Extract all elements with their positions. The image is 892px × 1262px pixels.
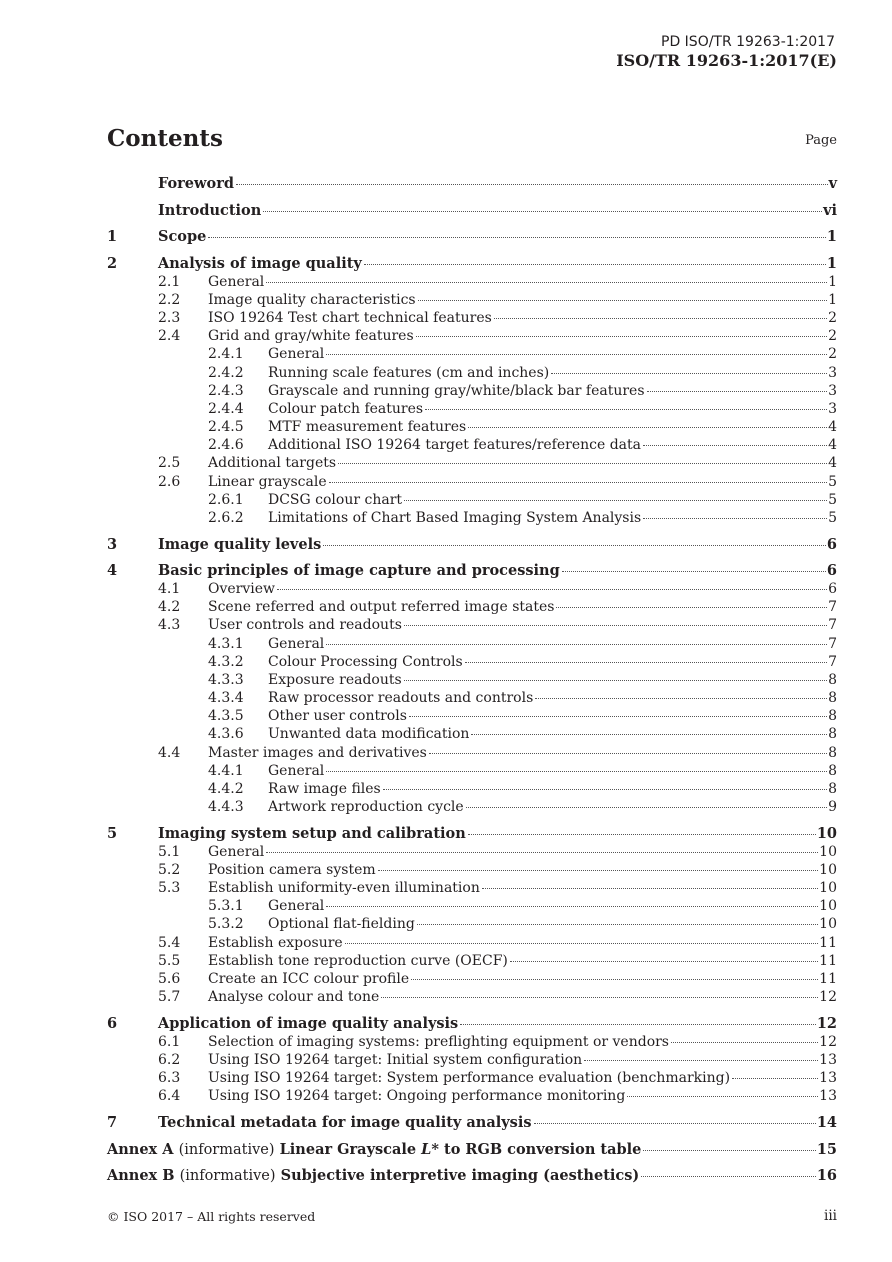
toc-entry-number: 5.5	[158, 952, 181, 969]
toc-entry-number: 4.4.3	[208, 799, 244, 816]
toc-entry-page: 10	[819, 916, 837, 933]
dot-leader	[468, 427, 827, 428]
toc-entry[interactable]	[107, 309, 837, 327]
toc-entry-page: 13	[819, 1070, 837, 1087]
annex-title: Subjective interpretive imaging (aesthetics)	[280, 1167, 640, 1185]
dot-leader	[266, 852, 818, 853]
toc-entry[interactable]	[107, 988, 837, 1006]
toc-entry-number: 5.6	[158, 970, 181, 987]
toc-entry[interactable]	[107, 1114, 837, 1132]
dot-leader	[404, 625, 827, 626]
annex-qualifier: (informative)	[179, 1168, 276, 1185]
copyright-notice: © ISO 2017 – All rights reserved	[107, 1209, 316, 1224]
toc-entry-number: 2.6	[158, 473, 181, 490]
toc-entry[interactable]	[107, 915, 837, 933]
annex-title: Linear Grayscale	[279, 1140, 422, 1158]
dot-leader	[534, 1123, 816, 1124]
toc-entry[interactable]	[107, 202, 837, 220]
toc-entry-title: Analysis of image quality	[158, 254, 362, 272]
toc-entry-title: Unwanted data modification	[268, 726, 470, 743]
toc-entry-title: DCSG colour chart	[268, 491, 403, 508]
toc-entry-page: 7	[828, 599, 837, 616]
toc-entry-title: MTF measurement features	[268, 419, 467, 436]
toc-entry-page: 3	[828, 382, 837, 399]
table-of-contents	[107, 175, 837, 1185]
toc-entry-page: 1	[828, 273, 837, 290]
page-column-label: Page	[805, 133, 837, 148]
toc-entry-page: 10	[816, 824, 837, 842]
toc-entry-number: 1	[107, 228, 118, 246]
dot-leader	[627, 1096, 818, 1097]
toc-entry[interactable]	[107, 291, 837, 309]
document-code-header-bold: ISO/TR 19263-1:2017(E)	[616, 51, 837, 70]
toc-entry-number: 6	[107, 1014, 118, 1032]
toc-entry[interactable]	[107, 707, 837, 725]
toc-entry-title: Exposure readouts	[268, 671, 402, 688]
toc-entry-number: 2.2	[158, 291, 181, 308]
toc-entry[interactable]	[107, 382, 837, 400]
toc-entry-page: 6	[826, 562, 837, 580]
dot-leader	[404, 500, 827, 501]
dot-leader	[378, 870, 819, 871]
dot-leader	[643, 518, 827, 519]
toc-entry[interactable]	[107, 473, 837, 491]
toc-entry-title: Limitations of Chart Based Imaging System Analysis	[268, 509, 642, 526]
toc-entry-title: General	[268, 346, 325, 363]
dot-leader	[326, 644, 827, 645]
toc-entry-page: 4	[828, 455, 837, 472]
toc-entry-title: Foreword	[158, 175, 234, 192]
dot-leader	[338, 463, 827, 464]
toc-entry[interactable]	[107, 228, 837, 246]
annex-qualifier: (informative)	[178, 1141, 275, 1158]
toc-entry-number: 7	[107, 1114, 118, 1131]
toc-entry-title: Overview	[208, 581, 276, 598]
annex-title-italic: L	[421, 1140, 432, 1158]
toc-entry-number: 4.4.1	[208, 762, 244, 779]
toc-entry-number: 2.6.2	[208, 509, 244, 526]
toc-entry-number: 4.3.5	[208, 708, 244, 725]
dot-leader	[643, 445, 827, 446]
dot-leader	[647, 391, 828, 392]
toc-entry-page: 11	[819, 952, 837, 969]
toc-entry-number: 2.4.4	[208, 400, 244, 417]
toc-entry[interactable]	[107, 400, 837, 418]
dot-leader	[236, 184, 828, 185]
toc-entry-number: 6.4	[158, 1088, 181, 1105]
dot-leader	[494, 318, 827, 319]
toc-entry-title: Additional ISO 19264 target features/reference data	[268, 437, 641, 454]
toc-entry[interactable]	[107, 671, 837, 689]
toc-entry[interactable]	[107, 1015, 837, 1033]
toc-entry-title: Scene referred and output referred image states	[208, 599, 555, 616]
dot-leader	[732, 1078, 818, 1079]
dot-leader	[345, 943, 818, 944]
dot-leader	[429, 753, 827, 754]
toc-entry-number: 4.4.2	[208, 780, 244, 797]
toc-entry[interactable]	[107, 798, 837, 816]
toc-entry[interactable]	[107, 491, 837, 509]
toc-entry[interactable]	[107, 616, 837, 634]
dot-leader	[364, 264, 826, 265]
toc-entry-title: Master images and derivatives	[208, 744, 427, 761]
toc-entry[interactable]	[107, 273, 837, 291]
toc-entry-number: 4.3	[158, 617, 181, 634]
dot-leader	[671, 1042, 818, 1043]
toc-entry[interactable]	[107, 418, 837, 436]
dot-leader	[425, 409, 827, 410]
toc-entry-page: 1	[828, 291, 837, 308]
toc-entry-title: Grayscale and running gray/white/black bar features	[268, 382, 645, 399]
dot-leader	[329, 482, 827, 483]
toc-entry-page: 3	[828, 400, 837, 417]
toc-entry-title: Colour Processing Controls	[268, 653, 463, 670]
toc-annex-title	[107, 1141, 641, 1159]
toc-entry-page: 9	[828, 799, 837, 816]
toc-entry-title: General	[208, 843, 265, 860]
toc-entry-number: 5.7	[158, 989, 181, 1006]
toc-entry-number: 2	[107, 254, 118, 272]
toc-entry-number: 6.3	[158, 1070, 181, 1087]
dot-leader	[584, 1060, 818, 1061]
toc-annex-page: 15	[816, 1140, 837, 1158]
toc-entry-title: Establish exposure	[208, 934, 343, 951]
toc-entry-page: 2	[828, 328, 837, 345]
toc-entry[interactable]	[107, 580, 837, 598]
dot-leader	[643, 1150, 815, 1151]
toc-entry-title: Imaging system setup and calibration	[158, 824, 466, 842]
toc-entry[interactable]	[107, 635, 837, 653]
toc-entry-page: 12	[816, 1014, 837, 1032]
toc-entry-number: 2.4.6	[208, 437, 244, 454]
toc-entry[interactable]	[107, 843, 837, 861]
toc-entry-number: 4	[107, 562, 118, 580]
dot-leader	[562, 571, 826, 572]
toc-entry-page: 10	[819, 898, 837, 915]
toc-entry-title: User controls and readouts	[208, 617, 402, 634]
toc-entry-page: 4	[828, 419, 837, 436]
toc-entry-number: 4.3.3	[208, 671, 244, 688]
toc-entry[interactable]	[107, 598, 837, 616]
toc-entry[interactable]	[107, 364, 837, 382]
dot-leader	[383, 789, 827, 790]
toc-entry-page: 5	[828, 473, 837, 490]
toc-entry-page: 14	[816, 1114, 837, 1131]
dot-leader	[418, 300, 827, 301]
dot-leader	[460, 1024, 816, 1025]
annex-label: Annex B	[107, 1167, 175, 1185]
toc-entry[interactable]	[107, 689, 837, 707]
dot-leader	[263, 211, 822, 212]
toc-entry-page: 2	[828, 346, 837, 363]
toc-entry-number: 2.3	[158, 310, 181, 327]
toc-entry-title: Optional flat-fielding	[268, 916, 415, 933]
toc-entry-title: General	[268, 635, 325, 652]
toc-entry-page: 7	[828, 653, 837, 670]
dot-leader	[510, 961, 818, 962]
toc-entry[interactable]	[107, 536, 837, 554]
toc-entry-page: 13	[819, 1088, 837, 1105]
dot-leader	[417, 924, 818, 925]
dot-leader	[535, 698, 827, 699]
toc-entry-number: 5	[107, 824, 118, 842]
toc-entry-title: Basic principles of image capture and processing	[158, 562, 560, 580]
toc-entry-title: Artwork reproduction cycle	[268, 799, 464, 816]
toc-entry-title: Additional targets	[208, 455, 337, 472]
toc-entry-number: 2.4.2	[208, 364, 244, 381]
toc-entry-page: 12	[819, 989, 837, 1006]
dot-leader	[409, 716, 827, 717]
toc-entry-number: 5.3.2	[208, 916, 244, 933]
toc-entry[interactable]	[107, 897, 837, 915]
dot-leader	[326, 771, 827, 772]
toc-entry-title: Using ISO 19264 target: Initial system configuration	[208, 1051, 583, 1068]
toc-entry-number: 4.3.6	[208, 726, 244, 743]
toc-entry-title: Other user controls	[268, 708, 407, 725]
dot-leader	[482, 888, 818, 889]
toc-entry-page: 10	[819, 861, 837, 878]
toc-entry-number: 4.4	[158, 744, 181, 761]
toc-entry-number: 2.4.3	[208, 382, 244, 399]
toc-entry-page: 6	[828, 581, 837, 598]
toc-entry[interactable]	[107, 780, 837, 798]
page-title: Contents	[107, 125, 223, 152]
toc-entry-number: 5.2	[158, 861, 181, 878]
toc-entry[interactable]	[107, 454, 837, 472]
toc-entry-page: 6	[826, 535, 837, 553]
toc-entry-title: Position camera system	[208, 861, 376, 878]
dot-leader	[381, 997, 818, 998]
dot-leader	[641, 1176, 816, 1177]
toc-entry[interactable]	[107, 653, 837, 671]
toc-entry-page: 2	[828, 310, 837, 327]
toc-entry[interactable]	[107, 1069, 837, 1087]
toc-entry-number: 6.1	[158, 1033, 181, 1050]
toc-entry-page: 8	[828, 744, 837, 761]
toc-entry-number: 2.5	[158, 455, 181, 472]
toc-annex-title	[107, 1167, 639, 1185]
toc-entry-title: Scope	[158, 228, 207, 246]
dot-leader	[471, 734, 827, 735]
toc-entry-title: Using ISO 19264 target: System performance evaluation (benchmarking)	[208, 1070, 731, 1087]
dot-leader	[556, 607, 827, 608]
toc-entry-page: 8	[828, 671, 837, 688]
toc-entry-title: Analyse colour and tone	[208, 989, 380, 1006]
toc-entry[interactable]	[107, 861, 837, 879]
toc-entry-title: Raw image files	[268, 780, 381, 797]
toc-entry-page: 7	[828, 635, 837, 652]
dot-leader	[208, 237, 826, 238]
toc-entry-number: 3	[107, 535, 118, 553]
toc-entry-title: Running scale features (cm and inches)	[268, 364, 550, 381]
toc-entry-page: 8	[828, 708, 837, 725]
toc-entry[interactable]	[107, 509, 837, 527]
dot-leader	[277, 589, 827, 590]
annex-title-suffix: * to RGB conversion table	[431, 1140, 642, 1158]
toc-entry-number: 2.4.1	[208, 346, 244, 363]
toc-entry-number: 2.6.1	[208, 491, 244, 508]
dot-leader	[326, 354, 827, 355]
toc-entry-title: Technical metadata for image quality analysis	[158, 1114, 532, 1131]
dot-leader	[468, 834, 816, 835]
dot-leader	[416, 336, 827, 337]
toc-entry-title: General	[268, 762, 325, 779]
dot-leader	[466, 807, 827, 808]
toc-entry-page: 10	[819, 843, 837, 860]
dot-leader	[411, 979, 818, 980]
toc-entry-number: 4.3.1	[208, 635, 244, 652]
toc-annex-entry[interactable]	[107, 1141, 837, 1159]
toc-entry-page: 5	[828, 491, 837, 508]
toc-entry-number: 4.1	[158, 581, 181, 598]
toc-entry-page: 7	[828, 617, 837, 634]
toc-entry-page: 13	[819, 1051, 837, 1068]
toc-entry-page: 5	[828, 509, 837, 526]
page-number: iii	[824, 1208, 837, 1224]
toc-entry[interactable]	[107, 175, 837, 193]
toc-entry-title: Selection of imaging systems: preflighting equipment or vendors	[208, 1033, 669, 1050]
toc-entry[interactable]	[107, 562, 837, 580]
toc-entry-title: ISO 19264 Test chart technical features	[208, 310, 492, 327]
toc-entry-title: General	[208, 273, 265, 290]
toc-entry[interactable]	[107, 345, 837, 363]
toc-entry-page: 8	[828, 762, 837, 779]
dot-leader	[323, 545, 826, 546]
toc-entry-title: Using ISO 19264 target: Ongoing performance monitoring	[208, 1088, 626, 1105]
toc-entry[interactable]	[107, 327, 837, 345]
toc-entry-number: 2.4	[158, 328, 181, 345]
toc-entry-number: 6.2	[158, 1051, 181, 1068]
toc-entry-page: 4	[828, 437, 837, 454]
toc-entry-page: 8	[828, 726, 837, 743]
annex-label: Annex A	[107, 1140, 174, 1158]
toc-entry-page: 10	[819, 880, 837, 897]
toc-entry[interactable]	[107, 1033, 837, 1051]
toc-entry-number: 5.3	[158, 880, 181, 897]
toc-entry-title: Raw processor readouts and controls	[268, 690, 534, 707]
dot-leader	[465, 662, 827, 663]
toc-entry-title: Image quality characteristics	[208, 291, 416, 308]
dot-leader	[326, 906, 818, 907]
toc-entry-title: Linear grayscale	[208, 473, 327, 490]
toc-entry-title: Introduction	[158, 201, 262, 219]
toc-entry-number: 4.3.2	[208, 653, 244, 670]
toc-entry[interactable]	[107, 952, 837, 970]
toc-entry-page: 1	[826, 228, 837, 246]
toc-entry-number: 4.3.4	[208, 690, 244, 707]
toc-entry-title: General	[268, 898, 325, 915]
toc-entry-number: 4.2	[158, 599, 181, 616]
toc-entry[interactable]	[107, 825, 837, 843]
toc-entry-page: vi	[823, 201, 837, 219]
toc-entry[interactable]	[107, 1051, 837, 1069]
toc-entry-page: 1	[826, 254, 837, 272]
toc-entry[interactable]	[107, 762, 837, 780]
dot-leader	[404, 680, 827, 681]
toc-entry-number: 5.3.1	[208, 898, 244, 915]
dot-leader	[551, 373, 827, 374]
toc-entry-page: 8	[828, 690, 837, 707]
document-code-header: PD ISO/TR 19263-1:2017	[661, 34, 835, 50]
toc-entry[interactable]	[107, 934, 837, 952]
toc-entry-page: 3	[828, 364, 837, 381]
toc-entry[interactable]	[107, 725, 837, 743]
toc-entry-title: Grid and gray/white features	[208, 328, 414, 345]
toc-entry-title: Colour patch features	[268, 400, 424, 417]
toc-entry[interactable]	[107, 744, 837, 762]
toc-entry-page: 11	[819, 934, 837, 951]
toc-entry-title: Image quality levels	[158, 535, 322, 553]
toc-entry-number: 2.4.5	[208, 419, 244, 436]
toc-entry[interactable]	[107, 255, 837, 273]
toc-entry-page: 12	[819, 1033, 837, 1050]
toc-entry-page: v	[828, 175, 837, 192]
toc-entry-page: 11	[819, 970, 837, 987]
toc-entry-number: 5.1	[158, 843, 181, 860]
toc-entry-title: Establish tone reproduction curve (OECF)	[208, 952, 508, 969]
toc-entry-number: 2.1	[158, 273, 181, 290]
toc-entry-title: Create an ICC colour profile	[208, 970, 410, 987]
toc-entry[interactable]	[107, 879, 837, 897]
toc-annex-page: 16	[816, 1167, 837, 1185]
toc-annex-entry[interactable]	[107, 1167, 837, 1185]
toc-entry[interactable]	[107, 1087, 837, 1105]
toc-entry-page: 8	[828, 780, 837, 797]
toc-entry[interactable]	[107, 970, 837, 988]
toc-entry-title: Application of image quality analysis	[158, 1014, 459, 1032]
toc-entry-title: Establish uniformity-even illumination	[208, 880, 480, 897]
dot-leader	[266, 282, 827, 283]
toc-entry[interactable]	[107, 436, 837, 454]
toc-entry-number: 5.4	[158, 934, 181, 951]
